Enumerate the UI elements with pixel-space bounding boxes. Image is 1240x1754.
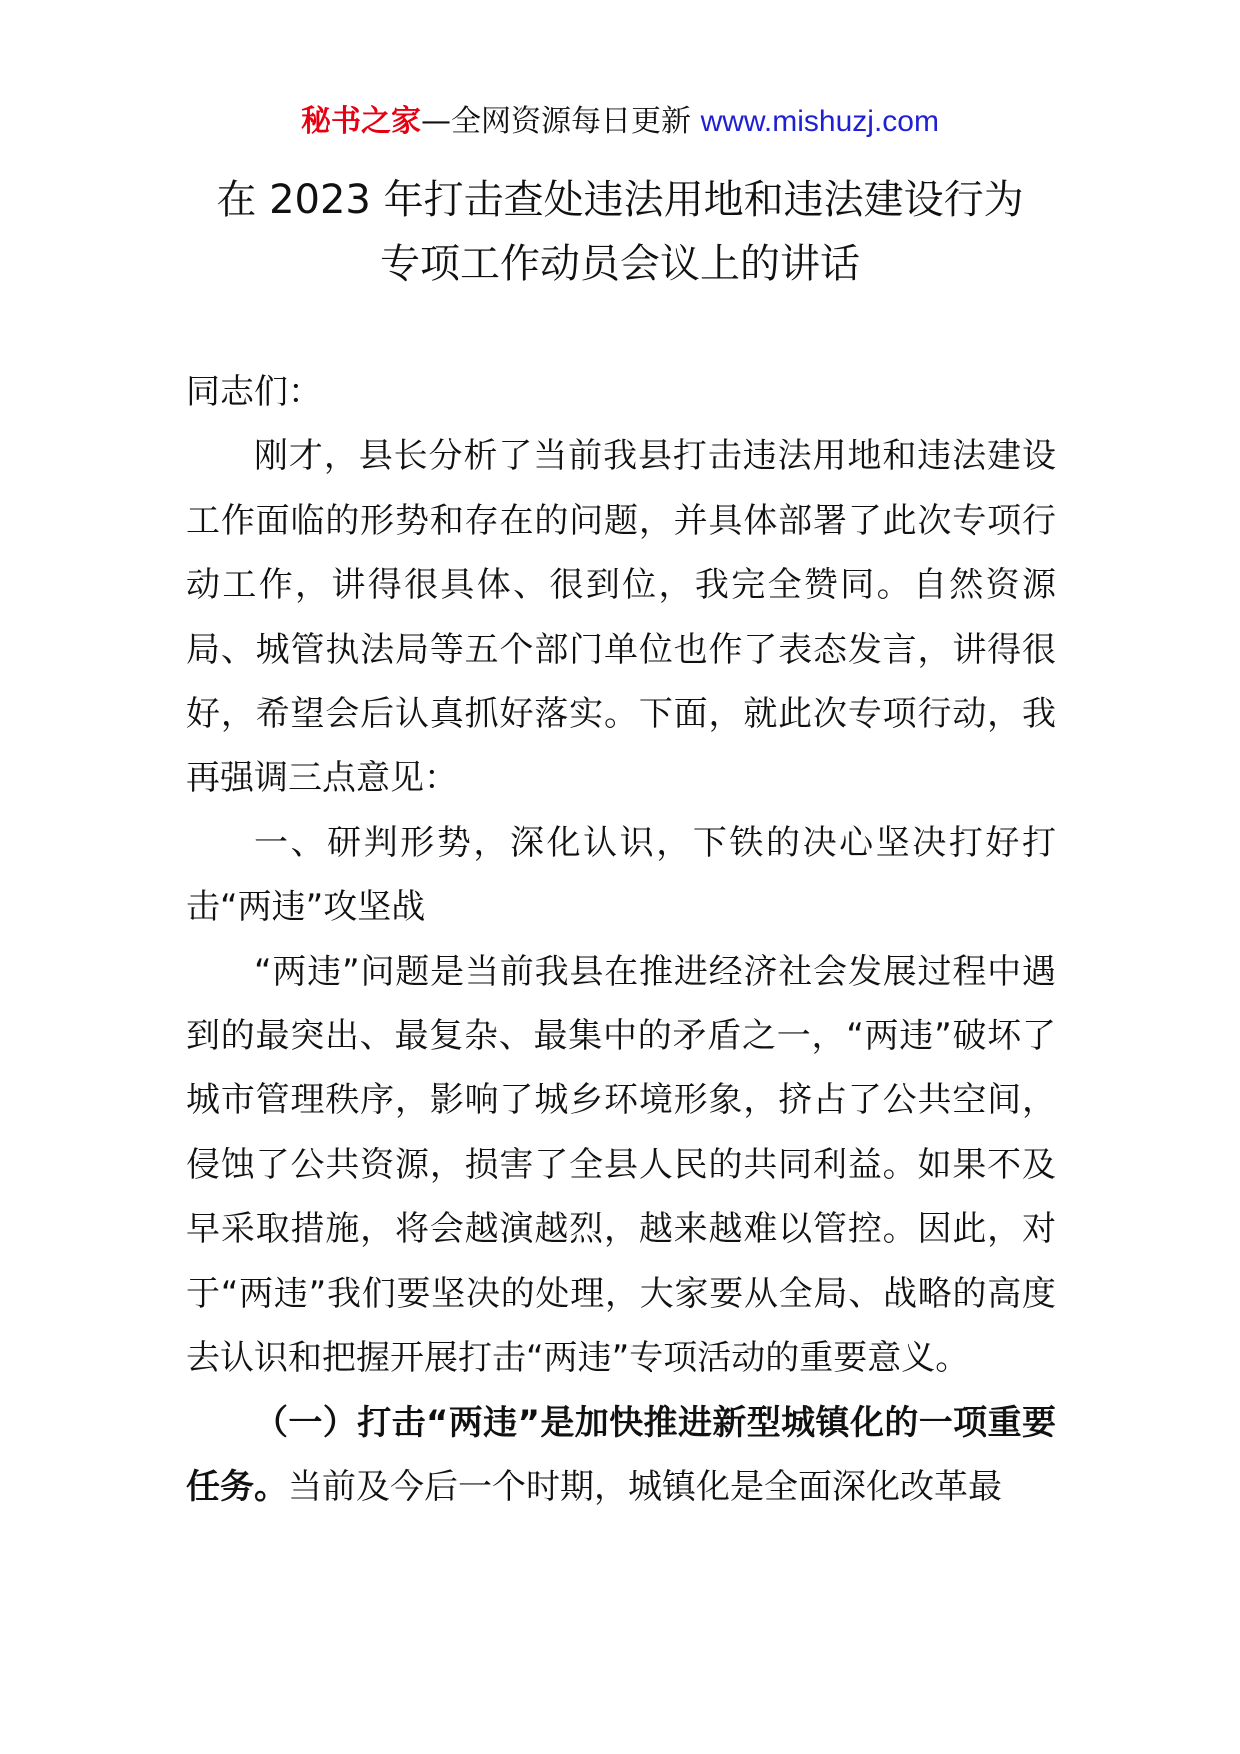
document-title (0, 168, 1240, 296)
site-header (0, 100, 1240, 144)
paragraph-intro: 刚才，县长分析了当前我县打击违法用地和违法建设工作面临的形势和存在的问题，并具体部署了此次专项行动工作，讲得很具体、很到位，我完全赞同。自然资源局、城管执法局等五个部门单位也作了表态发言，讲得很好，希望会后认真抓好落实。下面，就此次专项行动，我再强调三点意见： (186, 436, 1056, 799)
paragraph-liangwei: “两违”问题是当前我县在推进经济社会发展过程中遇到的最突出、最复杂、最集中的矛盾之一，“两违”破坏了城市管理秩序，影响了城乡环境形象，挤占了公共空间，侵蚀了公共资源，损害了全县人民的共同利益。如果不及早采取措施，将会越演越烈，越来越难以管控。因此，对于“两违”我们要坚决的处理，大家要从全局、战略的高度去认识和把握开展打击“两违”专项活动的重要意义。 (186, 951, 1056, 1379)
title-line-2: 专项工作动员会议上的讲话 (380, 241, 860, 287)
title-line-1: 在 2023 年打击查处违法用地和违法建设行为 (216, 177, 1024, 223)
salutation: 同志们： (186, 372, 322, 412)
site-url-link[interactable]: www.mishuzj.com (700, 105, 939, 138)
section-heading-1: 一、研判形势，深化认识，下铁的决心坚决打好打击“两违”攻坚战 (186, 822, 1056, 928)
brand-name: 秘书之家 (301, 104, 422, 139)
document-body (186, 360, 1056, 1519)
paragraph-subsection-1 (186, 1391, 1056, 1520)
subsection-text-1: 当前及今后一个时期，城镇化是全面深化改革最 (288, 1466, 1002, 1507)
header-tagline: —全网资源每日更新 (421, 104, 701, 139)
subsection-heading-1: （一）打击“两违”是加快推进新型城镇化的一项重要任务。 (186, 1402, 1056, 1507)
